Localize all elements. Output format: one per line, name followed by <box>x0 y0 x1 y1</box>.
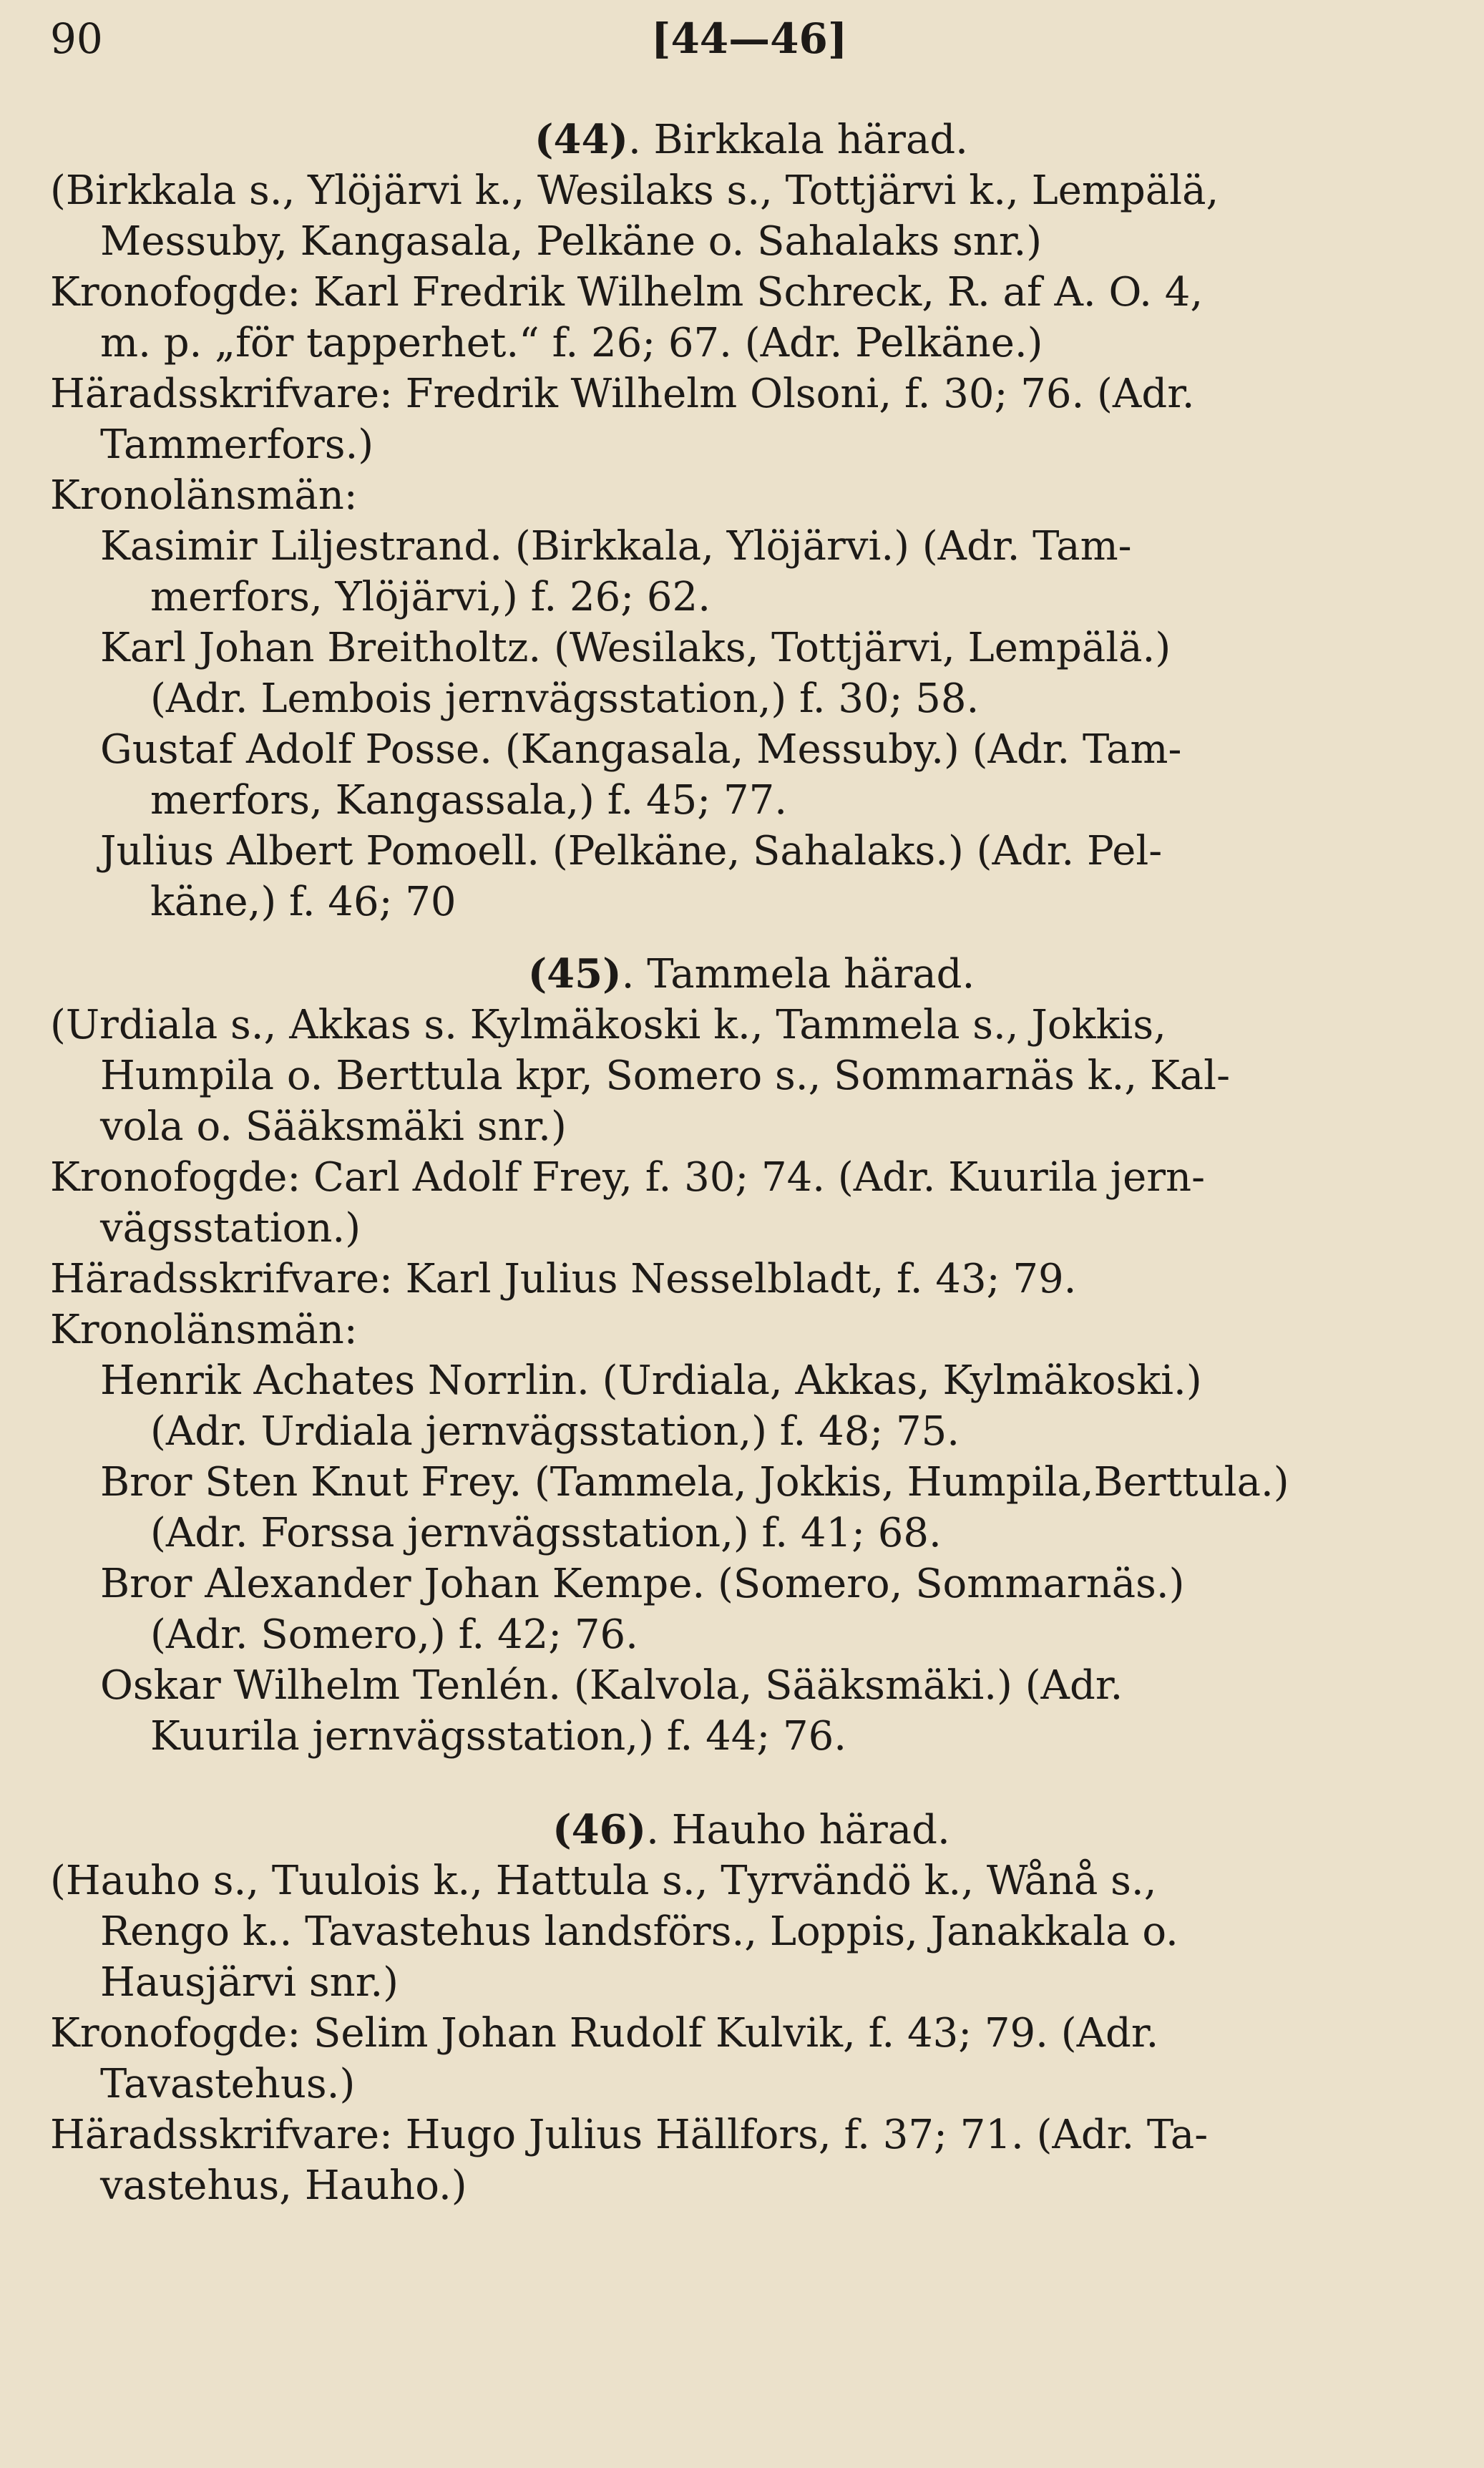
text-line: Henrik Achates Norrlin. (Urdiala, Akkas, Kylmäkoski.) <box>100 1357 1202 1404</box>
section-number: (46) <box>552 1806 647 1853</box>
text-line: Kronolänsmän: <box>50 1307 358 1353</box>
text-line: Häradsskrifvare: Fredrik Wilhelm Olsoni, f. 30; 76. (Adr. <box>50 371 1195 417</box>
text-line: Karl Johan Breitholtz. (Wesilaks, Tottjärvi, Lempälä.) <box>100 625 1171 671</box>
text-line: vola o. Sääksmäki snr.) <box>100 1103 567 1150</box>
text-line: Bror Alexander Johan Kempe. (Somero, Sommarnäs.) <box>100 1561 1185 1607</box>
text-line: Messuby, Kangasala, Pelkäne o. Sahalaks snr.) <box>100 218 1043 265</box>
section-title: . Hauho härad. <box>646 1807 950 1853</box>
page-range: [44—46] <box>651 14 848 63</box>
section-number: (45) <box>527 950 622 998</box>
text-line: Kasimir Liljestrand. (Birkkala, Ylöjärvi.) (Adr. Tam- <box>100 523 1132 570</box>
section-number: (44) <box>534 116 628 163</box>
text-line: (Birkkala s., Ylöjärvi k., Wesilaks s., Tottjärvi k., Lempälä, <box>50 167 1219 214</box>
page-header <box>0 10 1484 67</box>
text-line: (Adr. Forssa jernvägsstation,) f. 41; 68. <box>150 1510 942 1556</box>
text-line: Oskar Wilhelm Tenlén. (Kalvola, Sääksmäki.) (Adr. <box>100 1662 1123 1709</box>
text-line: Gustaf Adolf Posse. (Kangasala, Messuby.) (Adr. Tam- <box>100 726 1182 773</box>
section-title: . Birkkala härad. <box>628 117 968 163</box>
section-title: . Tammela härad. <box>621 951 975 998</box>
text-line: vastehus, Hauho.) <box>100 2162 467 2209</box>
text-line: vägsstation.) <box>100 1205 361 1252</box>
section-heading <box>50 114 1453 165</box>
text-line: (Hauho s., Tuulois k., Hattula s., Tyrvändö k., Wånå s., <box>50 1858 1157 1904</box>
text-line: Julius Albert Pomoell. (Pelkäne, Sahalaks.) (Adr. Pel- <box>100 828 1163 874</box>
page-body <box>50 114 1453 2211</box>
section-gap <box>50 1762 1453 1805</box>
text-line: merfors, Ylöjärvi,) f. 26; 62. <box>150 574 711 620</box>
text-line: Humpila o. Berttula kpr, Somero s., Sommarnäs k., Kal- <box>100 1053 1230 1099</box>
text-line: m. p. „för tapperhet.“ f. 26; 67. (Adr. Pelkäne.) <box>100 320 1043 366</box>
text-line: käne,) f. 46; 70 <box>150 879 457 925</box>
text-line: Häradsskrifvare: Karl Julius Nesselbladt, f. 43; 79. <box>50 1256 1077 1302</box>
text-line: (Adr. Urdiala jernvägsstation,) f. 48; 75. <box>150 1408 960 1455</box>
section-heading <box>50 1805 1453 1855</box>
text-line: Rengo k.. Tavastehus landsförs., Loppis, Janakkala o. <box>100 1908 1178 1955</box>
text-line: Häradsskrifvare: Hugo Julius Hällfors, f. 37; 71. (Adr. Ta- <box>50 2112 1209 2158</box>
text-line: merfors, Kangassala,) f. 45; 77. <box>150 777 788 824</box>
page-number: 90 <box>50 14 103 63</box>
text-line: Tavastehus.) <box>100 2061 356 2107</box>
text-line: Kronofogde: Carl Adolf Frey, f. 30; 74. (Adr. Kuurila jern- <box>50 1154 1206 1201</box>
section-heading <box>50 949 1453 1000</box>
text-line: Hausjärvi snr.) <box>100 1959 399 2006</box>
text-line: Tammerfors.) <box>100 421 374 468</box>
text-line: (Urdiala s., Akkas s. Kylmäkoski k., Tammela s., Jokkis, <box>50 1002 1166 1048</box>
text-line: Kronolänsmän: <box>50 472 358 519</box>
text-line: Bror Sten Knut Frey. (Tammela, Jokkis, Humpila,Berttula.) <box>100 1459 1289 1506</box>
text-line: Kronofogde: Karl Fredrik Wilhelm Schreck, R. af A. O. 4, <box>50 269 1204 316</box>
text-line: (Adr. Somero,) f. 42; 76. <box>150 1611 638 1658</box>
text-line: (Adr. Lembois jernvägsstation,) f. 30; 58. <box>150 675 980 722</box>
text-line: Kuurila jernvägsstation,) f. 44; 76. <box>150 1713 847 1760</box>
text-line: Kronofogde: Selim Johan Rudolf Kulvik, f. 43; 79. (Adr. <box>50 2010 1159 2057</box>
section-gap <box>50 927 1453 949</box>
